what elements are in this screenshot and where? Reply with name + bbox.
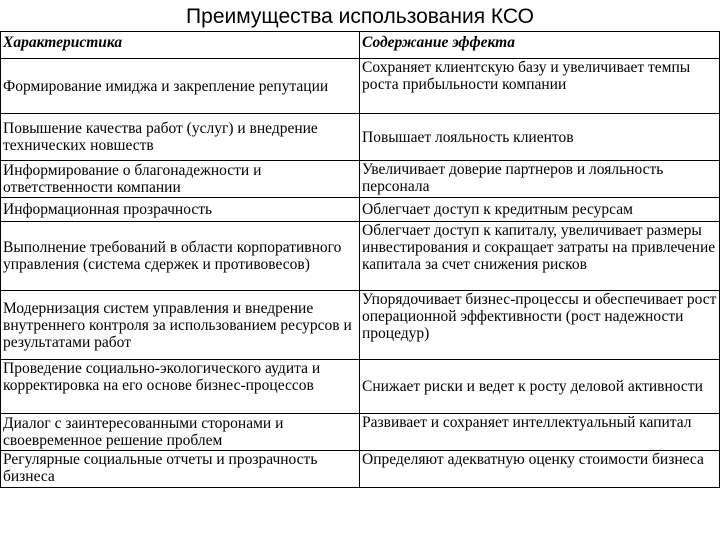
effect-cell: Снижает риски и ведет к росту деловой активности (360, 360, 720, 414)
characteristic-cell: Проведение социально-экологического аудита и корректировка на его основе бизнес-процессов (1, 360, 360, 414)
effect-cell: Упорядочивает бизнес-процессы и обеспечивает рост операционной эффективности (рост надежности процедур) (360, 291, 720, 360)
page-title: Преимущества использования КСО (186, 5, 534, 28)
effect-cell: Развивает и сохраняет интеллектуальный капитал (360, 414, 720, 451)
table-row (1, 360, 720, 414)
effect-cell: Облегчает доступ к капиталу, увеличивает размеры инвестирования и сокращает затраты на привлечение капитала за счет снижения рисков (360, 222, 720, 291)
characteristic-cell: Модернизация систем управления и внедрение внутреннего контроля за использованием ресурсов и результатами работ (1, 291, 360, 360)
table-row (1, 291, 720, 360)
column-header-characteristic: Характеристика (1, 32, 360, 59)
table-row (1, 414, 720, 451)
characteristic-cell: Повышение качества работ (услуг) и внедрение технических новшеств (1, 114, 360, 161)
table-row (1, 114, 720, 161)
effect-cell: Увеличивает доверие партнеров и лояльность персонала (360, 161, 720, 198)
table-row (1, 451, 720, 488)
column-header-effect: Содержание эффекта (360, 32, 720, 59)
characteristic-cell: Выполнение требований в области корпоративного управления (система сдержек и противовесов) (1, 222, 360, 291)
characteristic-cell: Диалог с заинтересованными сторонами и своевременное решение проблем (1, 414, 360, 451)
kso-benefits-table (0, 31, 720, 488)
table-row (1, 59, 720, 114)
characteristic-cell: Информирование о благонадежности и ответственности компании (1, 161, 360, 198)
effect-cell: Повышает лояльность клиентов (360, 114, 720, 161)
effect-cell: Облегчает доступ к кредитным ресурсам (360, 198, 720, 222)
table-row (1, 161, 720, 198)
characteristic-cell: Регулярные социальные отчеты и прозрачность бизнеса (1, 451, 360, 488)
table-row (1, 222, 720, 291)
table-row (1, 198, 720, 222)
characteristic-cell: Формирование имиджа и закрепление репутации (1, 59, 360, 114)
effect-cell: Сохраняет клиентскую базу и увеличивает темпы роста прибыльности компании (360, 59, 720, 114)
characteristic-cell: Информационная прозрачность (1, 198, 360, 222)
effect-cell: Определяют адекватную оценку стоимости бизнеса (360, 451, 720, 488)
table-header-row (1, 32, 720, 59)
